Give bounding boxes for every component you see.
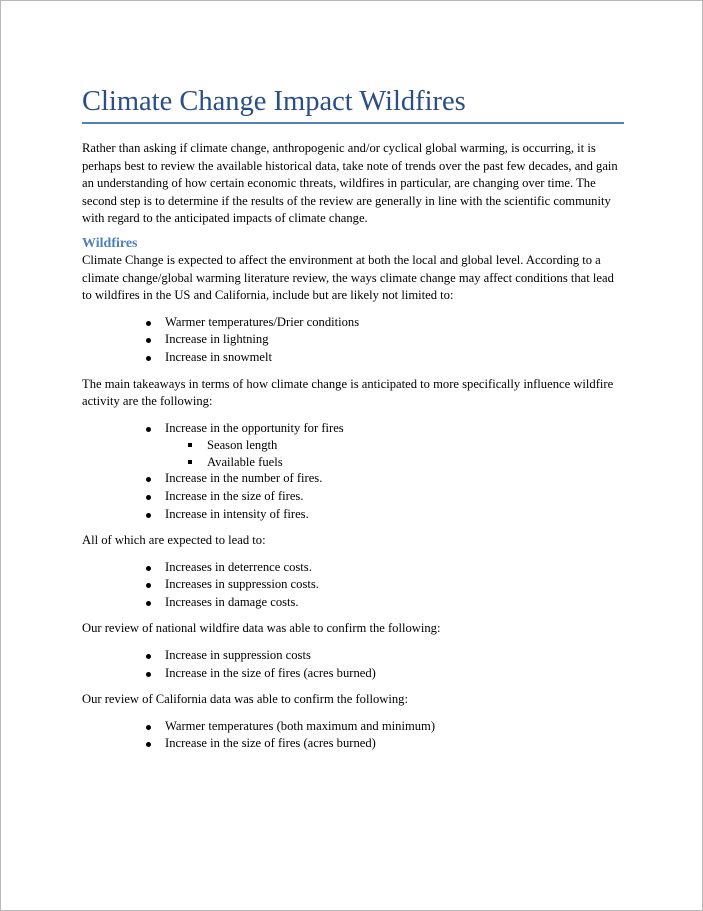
bullet-icon: [146, 495, 151, 500]
national-list: [82, 647, 627, 682]
bullet-icon: [146, 338, 151, 343]
california-list: [82, 718, 627, 753]
intro-line: second step is to determine if the results of the review are generally in line with the scientific community: [82, 193, 611, 208]
wildfires-line: to wildfires in the US and California, include but are likely not limited to:: [82, 288, 454, 303]
costs-list: [82, 559, 627, 612]
bullet-icon: [146, 742, 151, 747]
intro-paragraph: [82, 140, 627, 228]
list-item: Increases in deterrence costs.: [82, 559, 627, 577]
list-item: Increases in damage costs.: [82, 594, 627, 612]
document-body: [82, 140, 627, 753]
list-item: Increase in the number of fires.: [82, 470, 627, 488]
list-item: Increase in the size of fires (acres burned): [82, 665, 627, 683]
bullet-icon: [146, 672, 151, 677]
list-item: Warmer temperatures (both maximum and minimum): [82, 718, 627, 736]
bullet-icon: [146, 321, 151, 326]
california-text: Our review of California data was able to confirm the following:: [82, 692, 408, 707]
sublist-item: Season length: [82, 437, 627, 454]
intro-line: an understanding of how certain economic threats, wildfires in particular, are changing over time. The: [82, 176, 596, 191]
list-item: Increase in the size of fires (acres burned): [82, 735, 627, 753]
square-bullet-icon: [188, 460, 192, 464]
list-item: Increase in snowmelt: [82, 349, 627, 367]
list-item: Increase in the size of fires.: [82, 488, 627, 506]
intro-line: perhaps best to review the available historical data, take note of trends over the past few decades, and gain: [82, 158, 618, 173]
bullet-icon: [146, 427, 151, 432]
list-item: Increase in suppression costs: [82, 647, 627, 665]
takeaways-list: [82, 420, 627, 438]
takeaways-line: activity are the following:: [82, 394, 213, 409]
bullet-icon: [146, 654, 151, 659]
bullet-icon: [146, 583, 151, 588]
bullet-icon: [146, 725, 151, 730]
document-title: Climate Change Impact Wildfires: [82, 86, 466, 117]
bullet-icon: [146, 566, 151, 571]
intro-line: with regard to the anticipated impacts of climate change.: [82, 211, 368, 226]
bullet-icon: [146, 513, 151, 518]
wildfires-line: Climate Change is expected to affect the environment at both the local and global level. According to a: [82, 252, 601, 267]
takeaways-list-continued: [82, 470, 627, 523]
list-item: Warmer temperatures/Drier conditions: [82, 314, 627, 332]
list-item: Increase in the opportunity for fires: [82, 420, 627, 438]
conditions-list: [82, 314, 627, 367]
square-bullet-icon: [188, 443, 192, 447]
sublist-item: Available fuels: [82, 454, 627, 471]
bullet-icon: [146, 356, 151, 361]
national-text: Our review of national wildfire data was able to confirm the following:: [82, 621, 441, 636]
bullet-icon: [146, 477, 151, 482]
lead-to-text: All of which are expected to lead to:: [82, 533, 266, 548]
title-underline: [82, 122, 624, 124]
list-item: Increase in lightning: [82, 331, 627, 349]
bullet-icon: [146, 601, 151, 606]
takeaways-sublist: [82, 437, 627, 470]
section-heading-wildfires: Wildfires: [82, 235, 138, 251]
takeaways-paragraph: [82, 376, 627, 411]
intro-line: Rather than asking if climate change, anthropogenic and/or cyclical global warming, is occurring, it is: [82, 141, 596, 155]
wildfires-paragraph: [82, 252, 627, 305]
takeaways-line: The main takeaways in terms of how climate change is anticipated to more specifically influence wildfire: [82, 376, 614, 391]
wildfires-line: climate change/global warming literature review, the ways climate change may affect conditions that lead: [82, 270, 614, 285]
list-item: Increase in intensity of fires.: [82, 506, 627, 524]
list-item: Increases in suppression costs.: [82, 576, 627, 594]
